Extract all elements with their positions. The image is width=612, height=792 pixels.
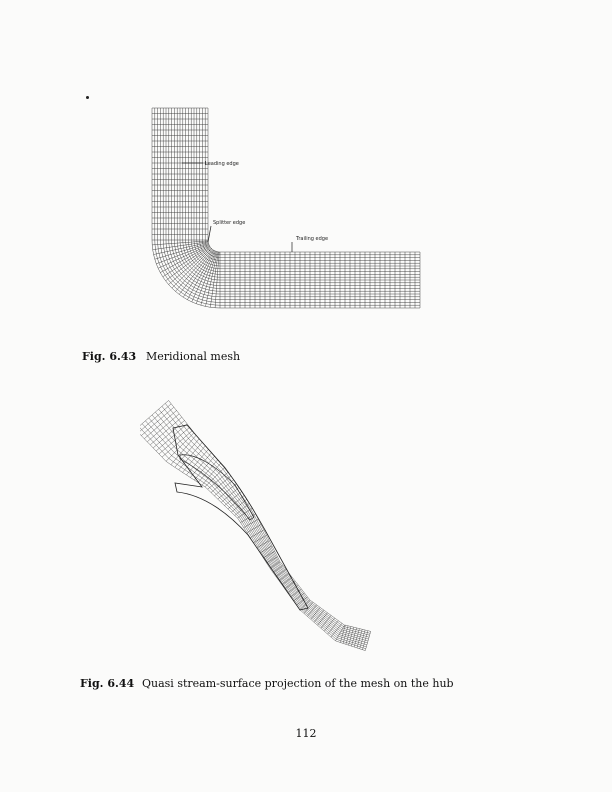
page-number: 112 bbox=[295, 727, 317, 740]
stream-surface-projection-figure bbox=[140, 395, 380, 665]
figure-number: Fig. 6.43 bbox=[82, 350, 137, 363]
figure-caption bbox=[80, 677, 454, 690]
trailing-edge-label: Trailing edge bbox=[296, 236, 329, 242]
figure-caption-text: Meridional mesh bbox=[146, 350, 241, 363]
splitter-edge-leader bbox=[208, 226, 211, 242]
figure-number: Fig. 6.44 bbox=[80, 677, 135, 690]
stray-dot bbox=[86, 96, 89, 99]
figure-caption-text: Quasi stream-surface projection of the mesh on the hub bbox=[142, 677, 454, 690]
splitter-edge-label: Splitter edge bbox=[213, 220, 246, 226]
meridional-mesh-figure bbox=[140, 100, 430, 350]
leading-edge-label: Leading edge bbox=[205, 161, 239, 167]
figure-caption bbox=[82, 350, 240, 363]
meridional-mesh-grid bbox=[152, 108, 420, 308]
